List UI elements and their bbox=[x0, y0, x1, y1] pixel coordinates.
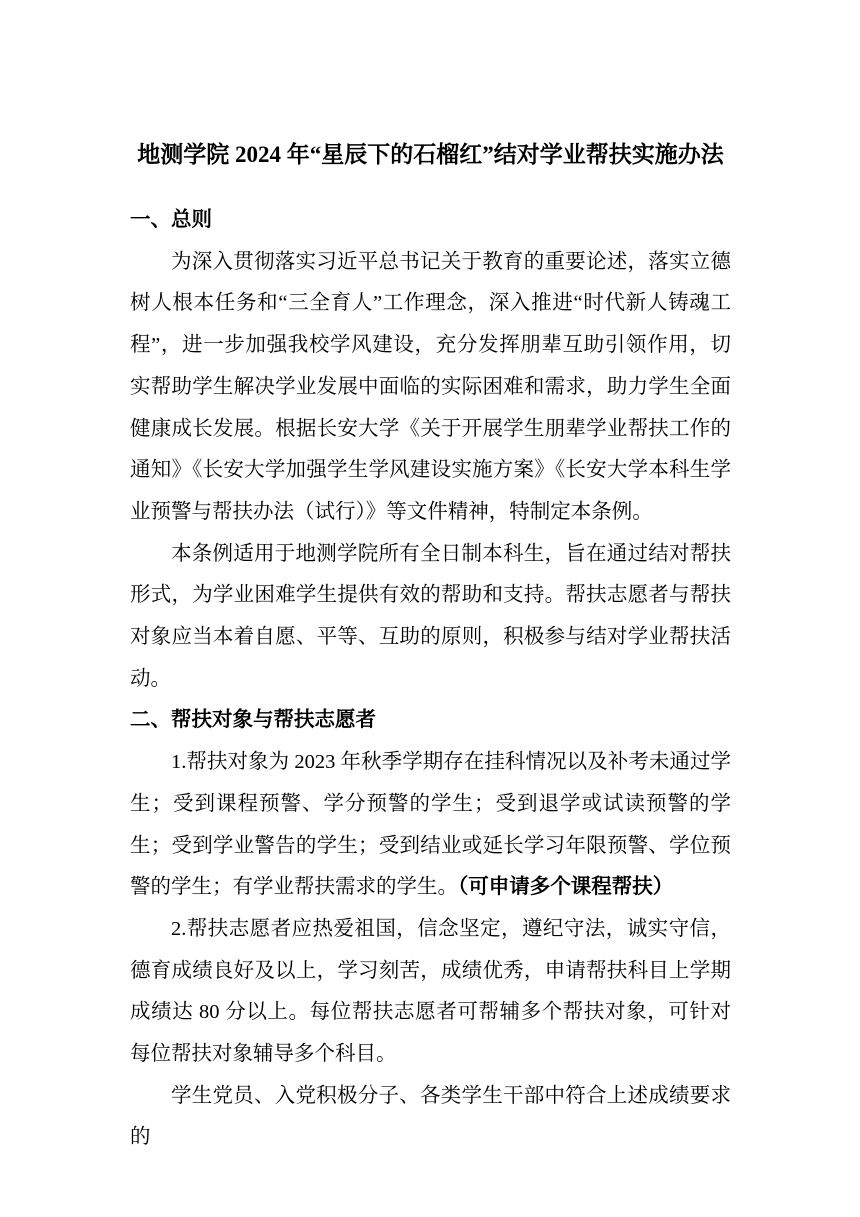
document-content bbox=[130, 132, 731, 1159]
text-run: 为深入贯彻落实习近平总书记关于教育的重要论述，落实立德树人根本任务和“三全育人”工作理念，深入推进“时代新人铸魂工程”，进一步加强我校学风建设，充分发挥朋辈互助引领作用，切实帮助学生解决学业发展中面临的实际困难和需求，助力学生全面健康成长发展。根据长安大学《关于开展学生朋辈学业帮扶工作的通知》《长安大学加强学生学风建设实施方案》《长安大学本科生学业预警与帮扶办法（试行）》等文件精神，特制定本条例。 bbox=[130, 250, 731, 523]
text-run-bold: （可申请多个课程帮扶） bbox=[458, 876, 674, 899]
paragraph bbox=[130, 742, 731, 909]
paragraph bbox=[130, 242, 731, 534]
paragraph bbox=[130, 909, 731, 1076]
section-heading-support-targets-volunteers: 二、帮扶对象与帮扶志愿者 bbox=[130, 709, 376, 732]
paragraph bbox=[130, 534, 731, 701]
document-title: 地测学院 2024 年“星辰下的石榴红”结对学业帮扶实施办法 bbox=[137, 142, 724, 167]
section-heading-general-provisions: 一、总则 bbox=[130, 209, 212, 231]
text-run: 1.帮扶对象为 2023 年秋季学期存在挂科情况以及补考未通过学生；受到课程预警、学分预警的学生；受到退学或试读预警的学生；受到学业警告的学生；受到结业或延长学习年限预警、学位预警的学生；有学业帮扶需求的学生。 bbox=[130, 751, 731, 899]
text-run: 2.帮扶志愿者应热爱祖国，信念坚定，遵纪守法，诚实守信，德育成绩良好及以上，学习刻苦，成绩优秀，申请帮扶科目上学期成绩达 80 分以上。每位帮扶志愿者可帮辅多个帮扶对象，可针对每位帮扶对象辅导多个科目。 bbox=[130, 917, 731, 1066]
text-run: 本条例适用于地测学院所有全日制本科生，旨在通过结对帮扶形式，为学业困难学生提供有效的帮助和支持。帮扶志愿者与帮扶对象应当本着自愿、平等、互助的原则，积极参与结对学业帮扶活动。 bbox=[130, 542, 731, 690]
text-run: 学生党员、入党积极分子、各类学生干部中符合上述成绩要求的 bbox=[130, 1084, 731, 1149]
paragraph bbox=[130, 1076, 731, 1159]
